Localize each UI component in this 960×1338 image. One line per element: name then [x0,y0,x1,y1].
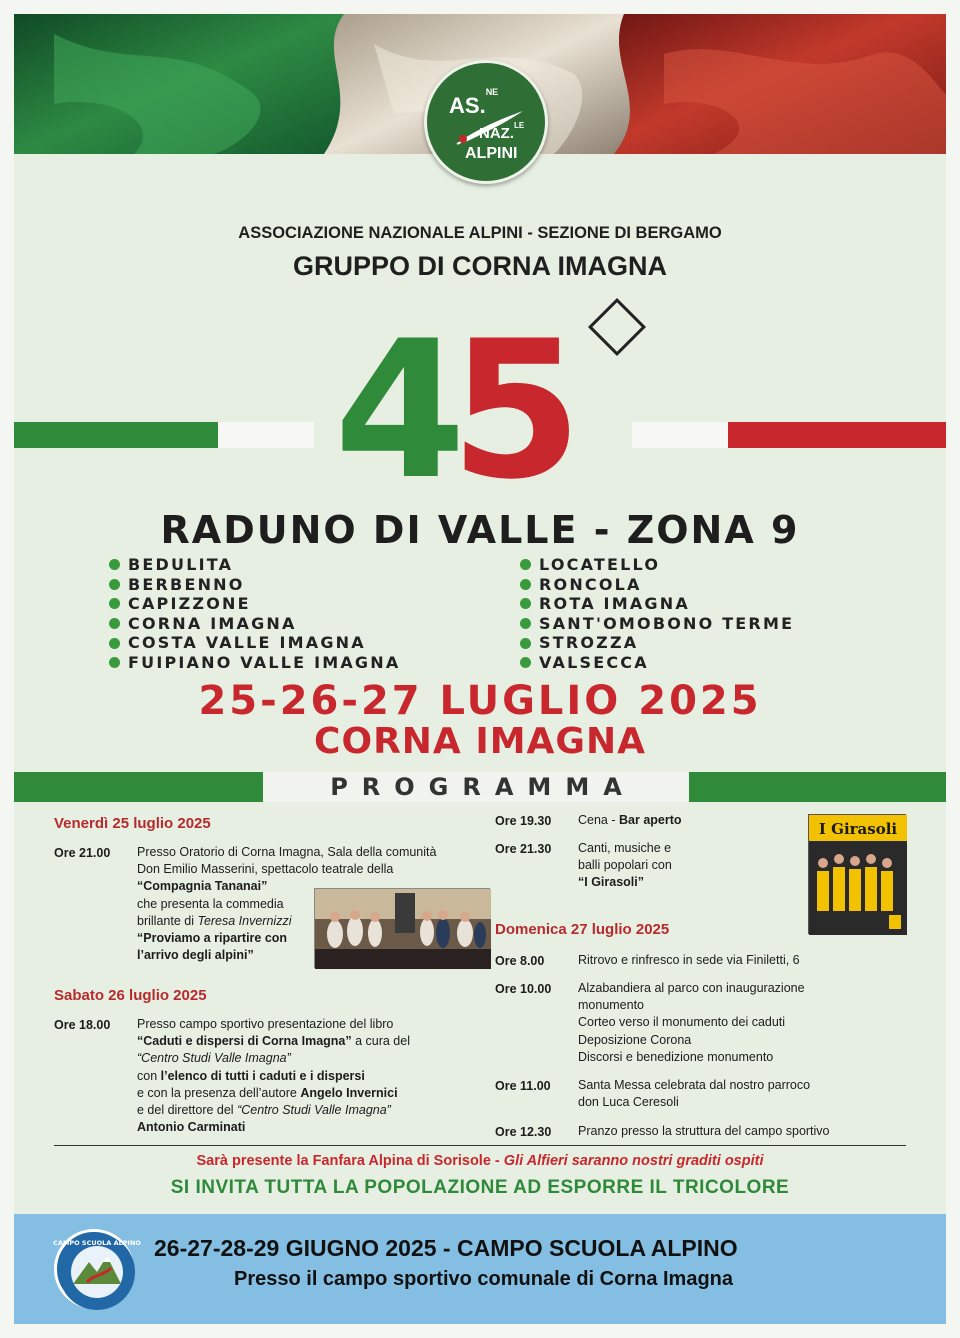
friday-time: Ore 21.00 [54,846,111,860]
bullet-icon [109,638,120,649]
ana-logo [424,60,548,184]
group-name: GRUPPO DI CORNA IMAGNA [292,251,667,281]
stripe-white-left [218,422,314,448]
digit-4: 4 [334,300,459,521]
sunday-title: Domenica 27 luglio 2025 [495,921,670,938]
sat-evening-desc-2: Canti, musiche e balli popolari con “I Girasoli” [578,841,672,890]
theater-photo [314,888,490,968]
town-item: CORNA IMAGNA [109,614,400,634]
band-photo [808,814,906,934]
sunday-desc-4: Pranzo presso la struttura del campo sportivo [578,1124,830,1138]
sunday-time-4: Ore 12.30 [495,1125,552,1139]
town-item: BEDULITA [109,555,400,575]
bullet-icon [520,618,531,629]
friday-title: Venerdì 25 luglio 2025 [54,815,211,832]
bullet-icon [520,657,531,668]
campo-logo-text: CAMPO SCUOLA ALPINO [53,1239,141,1247]
raduno-title: RADUNO DI VALLE - ZONA 9 [160,508,800,552]
bullet-icon [520,559,531,570]
bullet-icon [109,657,120,668]
sat-evening-time-2: Ore 21.30 [495,842,552,856]
association-name: ASSOCIAZIONE NAZIONALE ALPINI - SEZIONE DI BERGAMO [238,224,722,242]
edition-number-45 [320,300,660,521]
bullet-icon [109,598,120,609]
saturday-description: Presso campo sportivo presentazione del libro “Caduti e dispersi di Corna Imagna” a cura del “Centro Studi Valle Imagna” con l’elenco di tutti i caduti e i dispersi e con la presenza dell’autore Angelo Invernici e del direttore del “Centro Studi Valle Imagna” Antonio Carminati [137,1017,410,1135]
campo-dates: 26-27-28-29 GIUGNO 2025 - CAMPO SCUOLA ALPINO [154,1235,738,1261]
divider [54,1145,906,1146]
sunday-time-2: Ore 10.00 [495,982,552,996]
town-item: STROZZA [520,633,794,653]
programma-label: PROGRAMMA [263,772,689,802]
band-photo-title: I Girasoli [818,820,898,838]
bullet-icon [109,618,120,629]
sat-evening-desc-1: Cena - Bar aperto [578,813,682,827]
sunday-time-1: Ore 8.00 [495,954,545,968]
bullet-icon [520,598,531,609]
town-item: LOCATELLO [520,555,794,575]
friday-description: Presso Oratorio di Corna Imagna, Sala della comunità Don Emilio Masserini, spettacolo teatrale della “Compagnia Tananai” che presenta la commedia brillante di Teresa Invernizzi “Proviamo a ripartire con l’arrivo degli alpini” [137,845,437,963]
town-item: VALSECCA [520,653,794,673]
saturday-time: Ore 18.00 [54,1018,111,1032]
town-item: BERBENNO [109,575,400,595]
logo-line1: AS.$^{NE}$ [449,87,499,118]
digit-5: 5 [450,300,583,521]
town-item: RONCOLA [520,575,794,595]
degree-mark [590,300,644,354]
bullet-icon [109,559,120,570]
campo-location: Presso il campo sportivo comunale di Corna Imagna [234,1268,734,1290]
bullet-icon [109,579,120,590]
town-item: CAPIZZONE [109,594,400,614]
logo-line2: NAZ.$^{LE}$ [479,121,525,142]
campo-scuola-logo [53,1229,141,1309]
town-item: FUIPIANO VALLE IMAGNA [109,653,400,673]
stripe-green-left [14,422,218,448]
town-item: ROTA IMAGNA [520,594,794,614]
invitation-tricolore: SI INVITA TUTTA LA POPOLAZIONE AD ESPORRE IL TRICOLORE [170,1177,790,1198]
towns-list-left [109,555,400,673]
sunday-time-3: Ore 11.00 [495,1079,551,1093]
campo-scuola-banner [14,1214,946,1324]
towns-list-right [520,555,794,673]
town-item: COSTA VALLE IMAGNA [109,633,400,653]
bullet-icon [520,579,531,590]
town-item: SANT'OMOBONO TERME [520,614,794,634]
sat-evening-time-1: Ore 19.30 [495,814,552,828]
logo-line3: ALPINI [465,145,518,162]
stripe-red-right [728,422,946,448]
poster [14,14,946,1324]
event-dates: 25-26-27 LUGLIO 2025 [198,678,762,724]
bullet-icon [520,638,531,649]
sunday-desc-1: Ritrovo e rinfresco in sede via Finiletti, 6 [578,953,800,967]
sunday-desc-2: Alzabandiera al parco con inaugurazione monumento Corteo verso il monumento dei caduti Deposizione Corona Discorsi e benedizione monumento [578,981,805,1064]
sunday-desc-3: Santa Messa celebrata dal nostro parroco don Luca Ceresoli [578,1078,811,1110]
fanfara-note: Sarà presente la Fanfara Alpina di Sorisole - Gli Alfieri saranno nostri graditi ospiti [196,1153,764,1169]
event-place: CORNA IMAGNA [314,721,646,762]
saturday-title: Sabato 26 luglio 2025 [54,987,207,1004]
